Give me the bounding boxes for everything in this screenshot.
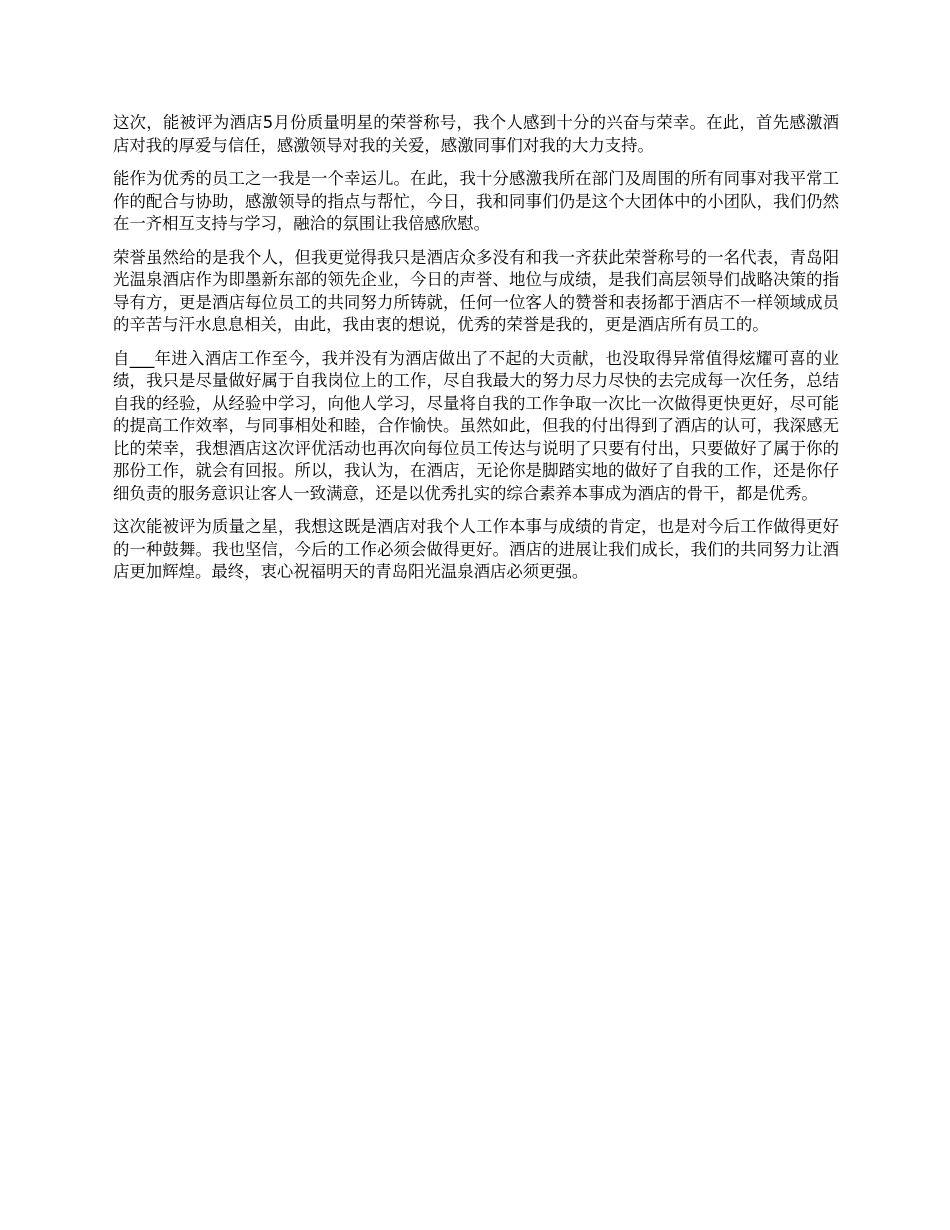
paragraph-2: 能作为优秀的员工之一我是一个幸运儿。在此，我十分感激我所在部门及周围的所有同事对我平常工作的配合与协助，感激领导的指点与帮忙，今日，我和同事们仍是这个大团体中的小团队，我们仍然在一齐相互支持与学习，融洽的氛围让我倍感欣慰。 <box>113 169 839 233</box>
paragraph-5: 这次能被评为质量之星，我想这既是酒店对我个人工作本事与成绩的肯定，也是对今后工作做得更好的一种鼓舞。我也坚信，今后的工作必须会做得更好。酒店的进展让我们成长，我们的共同努力让酒店更加辉煌。最终，衷心祝福明天的青岛阳光温泉酒店必须更强。 <box>113 517 839 581</box>
paragraph-3: 荣誉虽然给的是我个人，但我更觉得我只是酒店众多没有和我一齐获此荣誉称号的一名代表，青岛阳光温泉酒店作为即墨新东部的领先企业，今日的声誉、地位与成绩，是我们高层领导们战略决策的指导有方，更是酒店每位员工的共同努力所铸就，任何一位客人的赞誉和表扬都于酒店不一样领域成员的辛苦与汗水息息相关，由此，我由衷的想说，优秀的荣誉是我的，更是酒店所有员工的。 <box>113 247 839 334</box>
paragraph-4: 自___年进入酒店工作至今，我并没有为酒店做出了不起的大贡献，也没取得异常值得炫耀可喜的业绩，我只是尽量做好属于自我岗位上的工作，尽自我最大的努力尽力尽快的去完成每一次任务，总结自我的经验，从经验中学习，向他人学习，尽量将自我的工作争取一次比一次做得更快更好，尽可能的提高工作效率，与同事相处和睦，合作愉快。虽然如此，但我的付出得到了酒店的认可，我深感无比的荣幸，我想酒店这次评优活动也再次向每位员工传达与说明了只要有付出，只要做好了属于你的那份工作，就会有回报。所以，我认为，在酒店，无论你是脚踏实地的做好了自我的工作，还是你仔细负责的服务意识让客人一致满意，还是以优秀扎实的综合素养本事成为酒店的骨干，都是优秀。 <box>113 348 839 503</box>
paragraph-1: 这次，能被评为酒店5月份质量明星的荣誉称号，我个人感到十分的兴奋与荣幸。在此，首先感激酒店对我的厚爱与信任，感激领导对我的关爱，感激同事们对我的大力支持。 <box>113 113 839 155</box>
document-body <box>113 112 839 595</box>
